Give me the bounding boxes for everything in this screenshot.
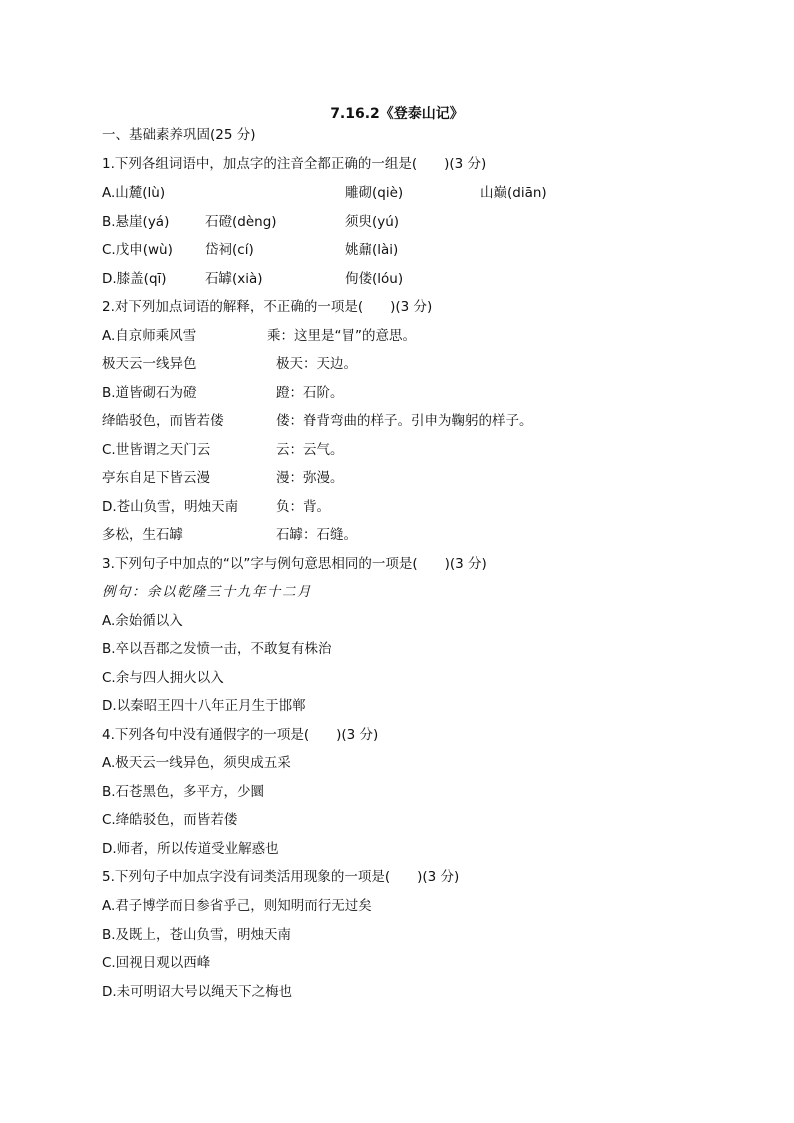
q3-option-b: B.卒以吾郡之发愤一击，不敢复有株治 bbox=[102, 641, 332, 657]
q2-phrase-2: 极天云一线异色 bbox=[102, 356, 197, 372]
q5-option-c: C.回视日观以西峰 bbox=[102, 955, 211, 971]
page-title: 7.16.2《登泰山记》 bbox=[330, 106, 464, 122]
q1-option-b-1: B.悬崖(yá) bbox=[102, 214, 170, 230]
q2-phrase-4: 绛皓驳色，而皆若偻 bbox=[102, 413, 224, 429]
q5-option-d: D.未可明诏大号以绳天下之梅也 bbox=[102, 984, 293, 1000]
q2-gloss-7: 负：背。 bbox=[276, 499, 330, 515]
q2-phrase-5: C.世皆谓之天门云 bbox=[102, 442, 211, 458]
q1-option-d-2: 石罅(xià) bbox=[205, 271, 263, 287]
q1-option-c-1: C.戊申(wù) bbox=[102, 242, 173, 258]
q2-phrase-7: D.苍山负雪，明烛天南 bbox=[102, 499, 239, 515]
question-2-stem: 2.对下列加点词语的解释，不正确的一项是( )(3 分) bbox=[102, 299, 433, 315]
q2-gloss-4: 偻：脊背弯曲的样子。引申为鞠躬的样子。 bbox=[276, 413, 533, 429]
q1-option-c-2: 岱祠(cí) bbox=[205, 242, 254, 258]
q1-option-b-2: 石磴(dèng) bbox=[205, 214, 277, 230]
q1-option-b-3: 须臾(yú) bbox=[345, 214, 400, 230]
q3-example: 例句：余以乾隆三十九年十二月 bbox=[102, 584, 312, 600]
q1-option-a-1: A.山麓(lù) bbox=[102, 185, 166, 201]
question-5-stem: 5.下列句子中加点字没有词类活用现象的一项是( )(3 分) bbox=[102, 869, 460, 885]
q3-option-d: D.以秦昭王四十八年正月生于邯郸 bbox=[102, 698, 306, 714]
q1-option-d-1: D.膝盖(qī) bbox=[102, 271, 167, 287]
q5-option-a: A.君子博学而日参省乎己，则知明而行无过矣 bbox=[102, 898, 372, 914]
q5-option-b: B.及既上，苍山负雪，明烛天南 bbox=[102, 927, 292, 943]
q1-option-c-3: 姚鼐(lài) bbox=[345, 242, 399, 258]
q2-phrase-1: A.自京师乘风雪 bbox=[102, 328, 197, 344]
q2-phrase-3: B.道皆砌石为磴 bbox=[102, 385, 197, 401]
q3-option-a: A.余始循以入 bbox=[102, 613, 183, 629]
q2-phrase-8: 多松，生石罅 bbox=[102, 527, 183, 543]
q1-option-d-3: 佝偻(lóu) bbox=[345, 271, 404, 287]
q3-option-c: C.余与四人拥火以入 bbox=[102, 670, 224, 686]
q2-gloss-5: 云：云气。 bbox=[276, 442, 344, 458]
q2-gloss-2: 极天：天边。 bbox=[276, 356, 357, 372]
q4-option-c: C.绛皓驳色，而皆若偻 bbox=[102, 812, 238, 828]
q2-gloss-1: 乘：这里是“冒”的意思。 bbox=[267, 328, 416, 344]
q4-option-a: A.极天云一线异色，须臾成五采 bbox=[102, 755, 291, 771]
q2-gloss-6: 漫：弥漫。 bbox=[276, 470, 344, 486]
q1-option-a-4: 山巅(diān) bbox=[480, 185, 547, 201]
q4-option-b: B.石苍黑色，多平方，少圜 bbox=[102, 784, 265, 800]
question-3-stem: 3.下列句子中加点的“以”字与例句意思相同的一项是( )(3 分) bbox=[102, 556, 487, 572]
section-heading: 一、基础素养巩固(25 分) bbox=[102, 127, 256, 143]
q4-option-d: D.师者，所以传道受业解惑也 bbox=[102, 841, 279, 857]
q2-gloss-3: 蹬：石阶。 bbox=[276, 385, 344, 401]
question-4-stem: 4.下列各句中没有通假字的一项是( )(3 分) bbox=[102, 727, 379, 743]
q1-option-a-3: 雕砌(qiè) bbox=[345, 185, 404, 201]
q2-gloss-8: 石罅：石缝。 bbox=[276, 527, 357, 543]
q2-phrase-6: 亭东自足下皆云漫 bbox=[102, 470, 210, 486]
question-1-stem: 1.下列各组词语中，加点字的注音全都正确的一组是( )(3 分) bbox=[102, 156, 487, 172]
